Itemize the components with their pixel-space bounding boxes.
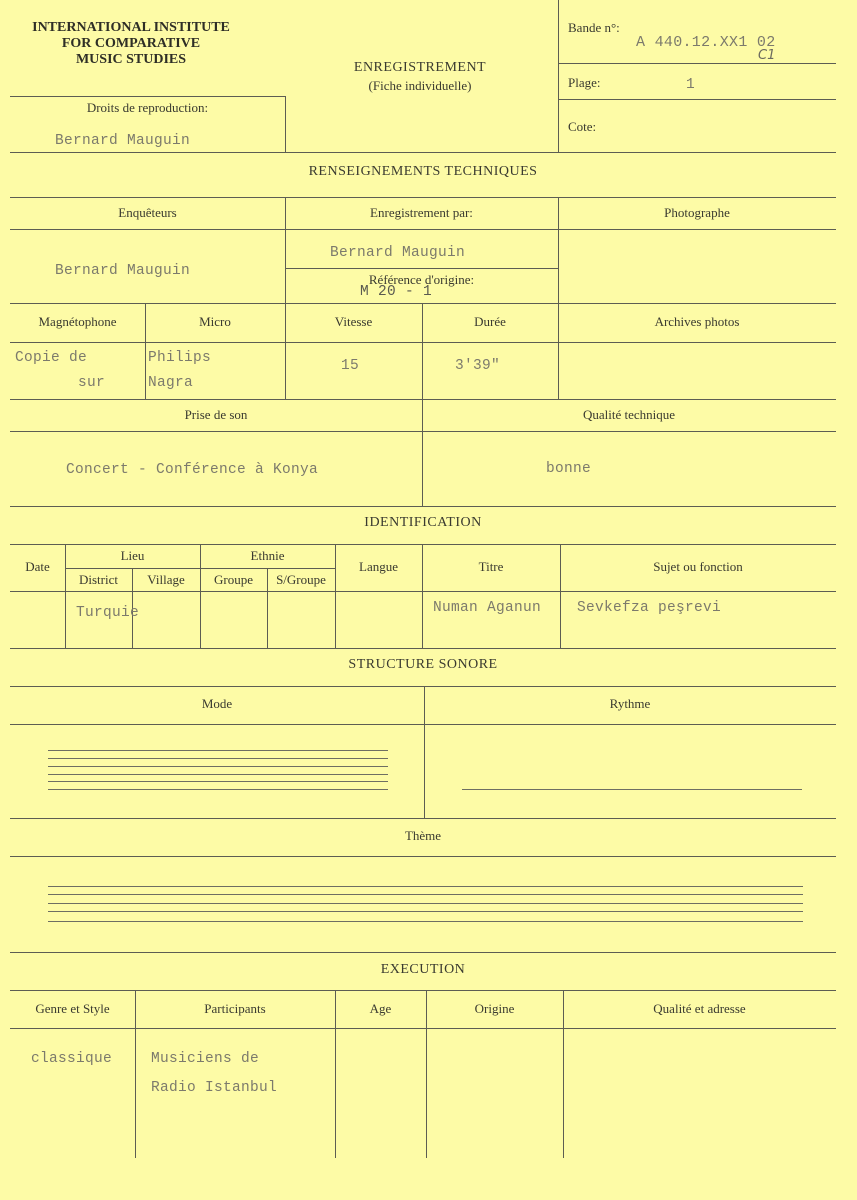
participants-value-1: Musiciens de <box>151 1051 260 1067</box>
qualite-label: Qualité technique <box>582 407 676 422</box>
sujet-label: Sujet ou fonction <box>653 559 743 574</box>
ethnie-label: Ethnie <box>250 548 285 563</box>
bande-label: Bande n°: <box>568 20 620 35</box>
plage-label: Plage: <box>568 75 601 90</box>
theme-line <box>48 911 803 912</box>
struct-title-line <box>10 686 836 687</box>
mode-line <box>48 789 388 790</box>
tech-row2-label-line <box>10 342 836 343</box>
rythme-line <box>462 789 802 790</box>
vitesse-label: Vitesse <box>334 314 373 329</box>
langue-label: Langue <box>359 559 398 574</box>
theme-line <box>48 886 803 887</box>
micro-value-1: Philips <box>148 350 212 366</box>
institute-line-2: FOR COMPARATIVE <box>61 36 201 51</box>
header-bottom-line <box>10 152 836 153</box>
date-label: Date <box>25 559 50 574</box>
exec-label-line <box>10 1028 836 1029</box>
photographe-label: Photographe <box>664 205 730 220</box>
lieu-label: Lieu <box>120 548 145 563</box>
mode-line <box>48 781 388 782</box>
theme-label-line <box>10 856 836 857</box>
sgroupe-label: S/Groupe <box>276 572 326 587</box>
magnetophone-value-1: Copie de <box>15 350 88 366</box>
mode-line <box>48 774 388 775</box>
mode-line <box>48 750 388 751</box>
institute-name <box>0 20 262 68</box>
theme-line <box>48 894 803 895</box>
exec-section-title: EXECUTION <box>380 962 466 977</box>
bande-annotation: C1 <box>758 48 776 63</box>
district-value: Turquie <box>76 605 140 621</box>
duree-label: Durée <box>474 314 506 329</box>
theme-bottom-line <box>10 952 836 953</box>
enregistrement-value: Bernard Mauguin <box>330 245 466 261</box>
sujet-value: Sevkefza peşrevi <box>577 600 722 616</box>
ident-label-line <box>10 591 836 592</box>
mode-label: Mode <box>201 696 233 711</box>
prise-value: Concert - Conférence à Konya <box>66 462 319 478</box>
rights-value: Bernard Mauguin <box>55 133 191 149</box>
bande-value: A 440.12.XX1 02 <box>636 34 776 51</box>
micro-label: Micro <box>199 314 231 329</box>
adresse-label: Qualité et adresse <box>653 1001 746 1016</box>
struct-section-title: STRUCTURE SONORE <box>348 657 498 672</box>
tech-section-title: RENSEIGNEMENTS TECHNIQUES <box>308 164 538 179</box>
prise-top-line <box>10 399 836 400</box>
vitesse-value: 15 <box>341 358 360 374</box>
prise-label: Prise de son <box>184 407 248 422</box>
genre-value: classique <box>31 1051 113 1067</box>
struct-label-line <box>10 724 836 725</box>
magnetophone-value-2: sur <box>78 375 106 391</box>
archives-label: Archives photos <box>654 314 740 329</box>
tech-label-line <box>10 229 836 230</box>
enregistrement-label: Enregistrement par: <box>370 205 473 220</box>
mode-line <box>48 758 388 759</box>
theme-line <box>48 921 803 922</box>
institute-line-3: MUSIC STUDIES <box>75 52 187 67</box>
village-label: Village <box>147 572 185 587</box>
ref-line <box>285 268 558 269</box>
form-subtitle: (Fiche individuelle) <box>368 78 472 93</box>
institute-line-1: INTERNATIONAL INSTITUTE <box>32 20 230 35</box>
mode-line <box>48 766 388 767</box>
tech-v1 <box>285 197 286 399</box>
district-label: District <box>79 572 118 587</box>
ident-bottom-line <box>10 648 836 649</box>
theme-line <box>48 903 803 904</box>
participants-label: Participants <box>204 1001 266 1016</box>
reference-label: Référence d'origine: <box>368 272 475 287</box>
header-divider-right <box>558 0 559 152</box>
rights-label: Droits de reproduction: <box>86 100 209 115</box>
theme-label: Thème <box>404 828 442 843</box>
cote-label: Cote: <box>568 119 597 134</box>
tech-row2-top <box>10 303 836 304</box>
magnetophone-label: Magnétophone <box>38 314 117 329</box>
header-divider-mid <box>285 96 286 152</box>
plage-bottom-line <box>558 99 836 100</box>
enqueteurs-value: Bernard Mauguin <box>55 263 191 279</box>
plage-value: 1 <box>686 77 696 93</box>
form-title: ENREGISTREMENT <box>353 60 487 75</box>
tech-title-line <box>10 197 836 198</box>
origine-label: Origine <box>474 1001 515 1016</box>
tech-v2 <box>558 197 559 399</box>
age-label: Age <box>369 1001 392 1016</box>
micro-value-2: Nagra <box>148 375 194 391</box>
titre-value: Numan Aganun <box>433 600 542 616</box>
enqueteurs-label: Enquêteurs <box>118 205 177 220</box>
titre-label: Titre <box>478 559 504 574</box>
reference-value: M 20 - 1 <box>360 284 433 300</box>
rythme-label: Rythme <box>609 696 651 711</box>
exec-title-line <box>10 990 836 991</box>
participants-value-2: Radio Istanbul <box>151 1080 278 1096</box>
struct-bottom-line <box>10 818 836 819</box>
ident-section-title: IDENTIFICATION <box>364 515 482 530</box>
duree-value: 3'39" <box>455 358 501 374</box>
tech-bottom-line <box>10 506 836 507</box>
rights-top-line <box>10 96 285 97</box>
genre-label: Genre et Style <box>35 1001 110 1016</box>
bande-bottom-line <box>558 63 836 64</box>
qualite-value: bonne <box>546 461 592 477</box>
prise-label-line <box>10 431 836 432</box>
groupe-label: Groupe <box>214 572 253 587</box>
ident-title-line <box>10 544 836 545</box>
